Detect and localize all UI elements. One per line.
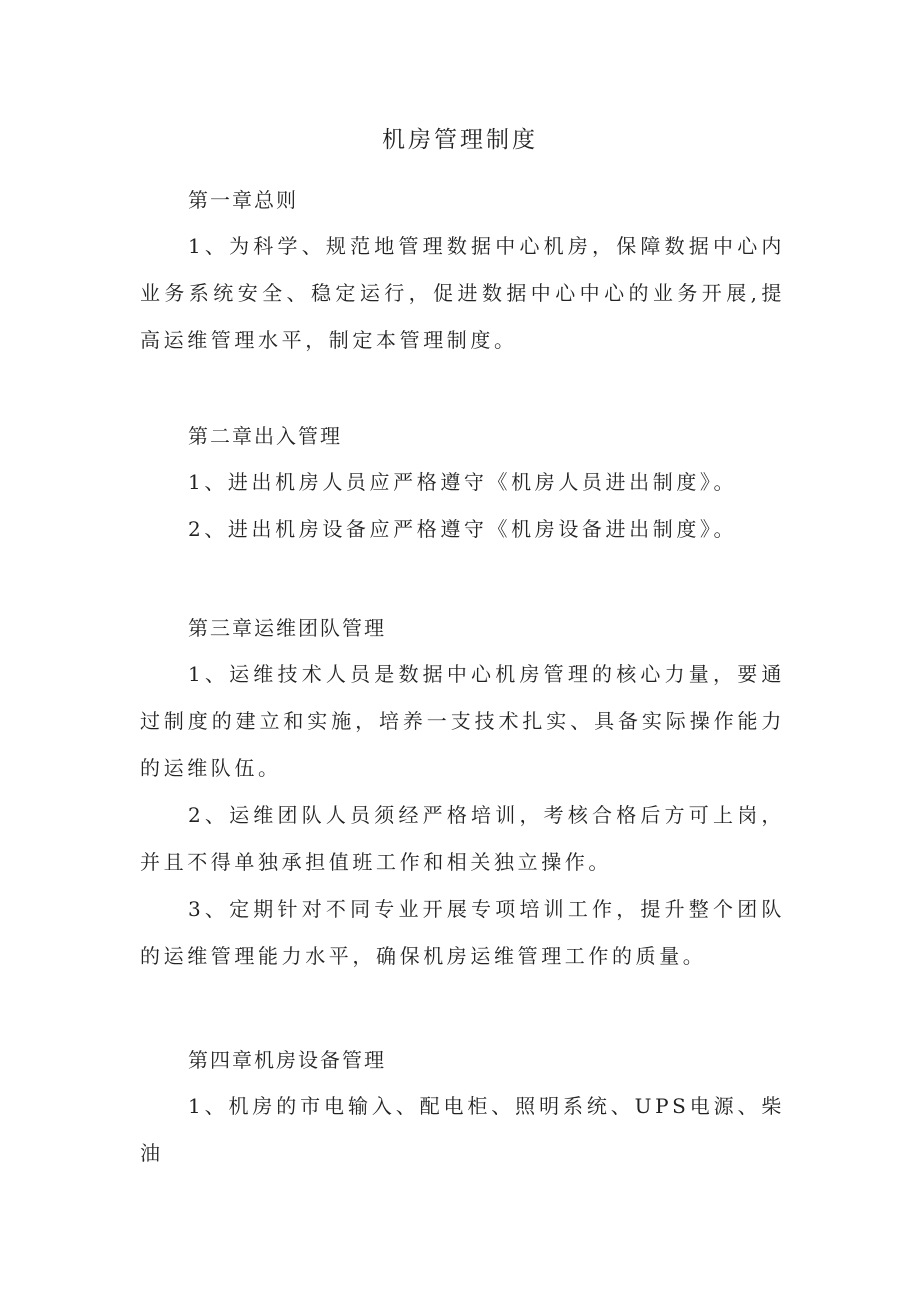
chapter-3 [140, 605, 785, 980]
chapter-1-heading: 第一章总则 [188, 188, 298, 212]
chapter-2-paragraph-2: 2、进出机房设备应严格遵守《机房设备进出制度》。 [188, 517, 738, 541]
chapter-4 [140, 1037, 785, 1177]
chapter-1 [140, 177, 785, 364]
chapter-3-paragraph-1: 1、运维技术人员是数据中心机房管理的核心力量，要通过制度的建立和实施，培养一支技术扎实、具备实际操作能力的运维队伍。 [140, 662, 785, 780]
chapter-3-paragraph-2: 2、运维团队人员须经严格培训，考核合格后方可上岗，并且不得单独承担值班工作和相关独立操作。 [140, 803, 785, 874]
chapter-2 [140, 413, 785, 553]
chapter-3-paragraph-3: 3、定期针对不同专业开展专项培训工作，提升整个团队的运维管理能力水平，确保机房运维管理工作的质量。 [140, 897, 785, 968]
chapter-3-heading: 第三章运维团队管理 [188, 616, 386, 640]
chapter-4-paragraph-1: 1、机房的市电输入、配电柜、照明系统、UPS电源、柴油 [140, 1094, 785, 1165]
chapter-1-paragraph-1: 1、为科学、规范地管理数据中心机房，保障数据中心内业务系统安全、稳定运行，促进数据中心中心的业务开展,提高运维管理水平，制定本管理制度。 [140, 234, 785, 352]
chapter-2-paragraph-1: 1、进出机房人员应严格遵守《机房人员进出制度》。 [188, 470, 738, 494]
chapter-2-heading: 第二章出入管理 [188, 424, 342, 448]
chapter-4-heading: 第四章机房设备管理 [188, 1048, 386, 1072]
document-title: 机房管理制度 [382, 127, 538, 153]
